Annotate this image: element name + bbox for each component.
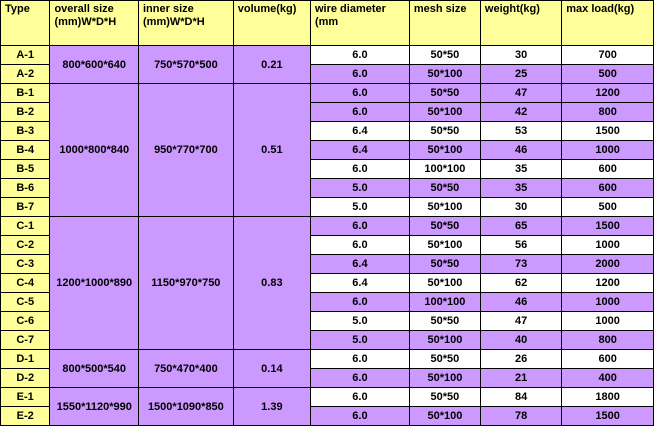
- cell-weight: 42: [480, 103, 561, 122]
- cell-inner-size: 750*470*400: [139, 350, 234, 388]
- cell-wire-diameter: 6.0: [310, 65, 409, 84]
- cell-volume: 0.51: [233, 84, 310, 217]
- cell-max-load: 1200: [562, 274, 654, 293]
- cell-wire-diameter: 6.4: [310, 255, 409, 274]
- cell-inner-size: 1150*970*750: [139, 217, 234, 350]
- cell-inner-size: 750*570*500: [139, 46, 234, 84]
- cell-type: C-5: [1, 293, 50, 312]
- cell-max-load: 400: [562, 369, 654, 388]
- cell-type: A-2: [1, 65, 50, 84]
- cell-wire-diameter: 6.4: [310, 122, 409, 141]
- cell-max-load: 500: [562, 198, 654, 217]
- cell-mesh-size: 50*50: [409, 122, 480, 141]
- cell-mesh-size: 50*100: [409, 407, 480, 426]
- cell-wire-diameter: 6.4: [310, 141, 409, 160]
- cell-weight: 35: [480, 160, 561, 179]
- cell-weight: 84: [480, 388, 561, 407]
- cell-wire-diameter: 6.0: [310, 46, 409, 65]
- cell-volume: 1.39: [233, 388, 310, 426]
- cell-max-load: 1000: [562, 141, 654, 160]
- column-header-wire-diameter: wire diameter (mm: [310, 1, 409, 46]
- cell-max-load: 1000: [562, 293, 654, 312]
- table-row: [1, 350, 654, 369]
- cell-type: A-1: [1, 46, 50, 65]
- cell-weight: 53: [480, 122, 561, 141]
- cell-type: D-2: [1, 369, 50, 388]
- cell-type: C-3: [1, 255, 50, 274]
- cell-wire-diameter: 5.0: [310, 331, 409, 350]
- cell-wire-diameter: 6.0: [310, 236, 409, 255]
- cell-wire-diameter: 6.0: [310, 217, 409, 236]
- column-header-mesh-size: mesh size: [409, 1, 480, 46]
- cell-wire-diameter: 6.0: [310, 103, 409, 122]
- cell-volume: 0.21: [233, 46, 310, 84]
- cell-weight: 25: [480, 65, 561, 84]
- table-row: [1, 388, 654, 407]
- cell-mesh-size: 50*50: [409, 46, 480, 65]
- cell-mesh-size: 50*100: [409, 141, 480, 160]
- cell-mesh-size: 50*50: [409, 312, 480, 331]
- cell-weight: 47: [480, 84, 561, 103]
- cell-weight: 78: [480, 407, 561, 426]
- cell-type: C-2: [1, 236, 50, 255]
- cell-volume: 0.83: [233, 217, 310, 350]
- cell-mesh-size: 50*100: [409, 369, 480, 388]
- cell-weight: 46: [480, 293, 561, 312]
- cell-max-load: 800: [562, 331, 654, 350]
- cell-type: B-6: [1, 179, 50, 198]
- cell-type: B-3: [1, 122, 50, 141]
- cell-overall-size: 1550*1120*990: [50, 388, 139, 426]
- table-body: [1, 46, 654, 426]
- cell-type: C-1: [1, 217, 50, 236]
- cell-max-load: 700: [562, 46, 654, 65]
- cell-max-load: 600: [562, 160, 654, 179]
- cell-type: B-1: [1, 84, 50, 103]
- cell-max-load: 2000: [562, 255, 654, 274]
- cell-mesh-size: 100*100: [409, 160, 480, 179]
- cell-wire-diameter: 6.0: [310, 160, 409, 179]
- cell-max-load: 600: [562, 350, 654, 369]
- cell-wire-diameter: 6.0: [310, 293, 409, 312]
- cell-weight: 56: [480, 236, 561, 255]
- cell-wire-diameter: 5.0: [310, 312, 409, 331]
- column-header-inner-size: inner size (mm)W*D*H: [139, 1, 234, 46]
- cell-mesh-size: 50*50: [409, 84, 480, 103]
- cell-weight: 30: [480, 46, 561, 65]
- cell-inner-size: 950*770*700: [139, 84, 234, 217]
- cell-type: E-2: [1, 407, 50, 426]
- cell-max-load: 1500: [562, 122, 654, 141]
- cell-overall-size: 1200*1000*890: [50, 217, 139, 350]
- cell-wire-diameter: 5.0: [310, 198, 409, 217]
- column-header-overall-size: overall size (mm)W*D*H: [50, 1, 139, 46]
- cell-weight: 40: [480, 331, 561, 350]
- cell-type: C-7: [1, 331, 50, 350]
- table-row: [1, 84, 654, 103]
- cell-wire-diameter: 6.0: [310, 388, 409, 407]
- cell-wire-diameter: 6.4: [310, 274, 409, 293]
- table-row: [1, 217, 654, 236]
- cell-wire-diameter: 6.0: [310, 369, 409, 388]
- cell-weight: 21: [480, 369, 561, 388]
- cell-max-load: 1500: [562, 217, 654, 236]
- cell-weight: 46: [480, 141, 561, 160]
- cell-mesh-size: 50*50: [409, 179, 480, 198]
- cell-type: E-1: [1, 388, 50, 407]
- cell-type: D-1: [1, 350, 50, 369]
- cell-weight: 26: [480, 350, 561, 369]
- cell-wire-diameter: 5.0: [310, 179, 409, 198]
- column-header-weight: weight(kg): [480, 1, 561, 46]
- cell-max-load: 1000: [562, 236, 654, 255]
- cell-max-load: 800: [562, 103, 654, 122]
- cell-max-load: 1200: [562, 84, 654, 103]
- column-header-max-load: max load(kg): [562, 1, 654, 46]
- cell-weight: 35: [480, 179, 561, 198]
- cell-mesh-size: 50*100: [409, 236, 480, 255]
- cell-inner-size: 1500*1090*850: [139, 388, 234, 426]
- cell-mesh-size: 50*100: [409, 274, 480, 293]
- cell-mesh-size: 50*50: [409, 388, 480, 407]
- cell-type: B-2: [1, 103, 50, 122]
- cell-mesh-size: 50*100: [409, 198, 480, 217]
- cell-mesh-size: 50*50: [409, 350, 480, 369]
- cell-type: C-6: [1, 312, 50, 331]
- cell-mesh-size: 50*100: [409, 65, 480, 84]
- cell-volume: 0.14: [233, 350, 310, 388]
- cell-wire-diameter: 6.0: [310, 407, 409, 426]
- cell-mesh-size: 100*100: [409, 293, 480, 312]
- cell-weight: 47: [480, 312, 561, 331]
- cell-type: B-7: [1, 198, 50, 217]
- cell-max-load: 500: [562, 65, 654, 84]
- cell-max-load: 600: [562, 179, 654, 198]
- cell-weight: 30: [480, 198, 561, 217]
- cell-weight: 62: [480, 274, 561, 293]
- cell-overall-size: 800*500*540: [50, 350, 139, 388]
- table-header: [1, 1, 654, 46]
- cell-wire-diameter: 6.0: [310, 84, 409, 103]
- cell-overall-size: 1000*800*840: [50, 84, 139, 217]
- cell-mesh-size: 50*100: [409, 103, 480, 122]
- cell-max-load: 1500: [562, 407, 654, 426]
- cell-type: B-4: [1, 141, 50, 160]
- cell-max-load: 1800: [562, 388, 654, 407]
- header-row: [1, 1, 654, 46]
- column-header-type: Type: [1, 1, 50, 46]
- cell-type: C-4: [1, 274, 50, 293]
- column-header-volume: volume(kg): [233, 1, 310, 46]
- cell-max-load: 1000: [562, 312, 654, 331]
- cell-weight: 65: [480, 217, 561, 236]
- cell-type: B-5: [1, 160, 50, 179]
- table-row: [1, 46, 654, 65]
- cell-weight: 73: [480, 255, 561, 274]
- cell-overall-size: 800*600*640: [50, 46, 139, 84]
- cell-mesh-size: 50*50: [409, 217, 480, 236]
- cell-mesh-size: 50*100: [409, 331, 480, 350]
- cell-mesh-size: 50*50: [409, 255, 480, 274]
- cell-wire-diameter: 6.0: [310, 350, 409, 369]
